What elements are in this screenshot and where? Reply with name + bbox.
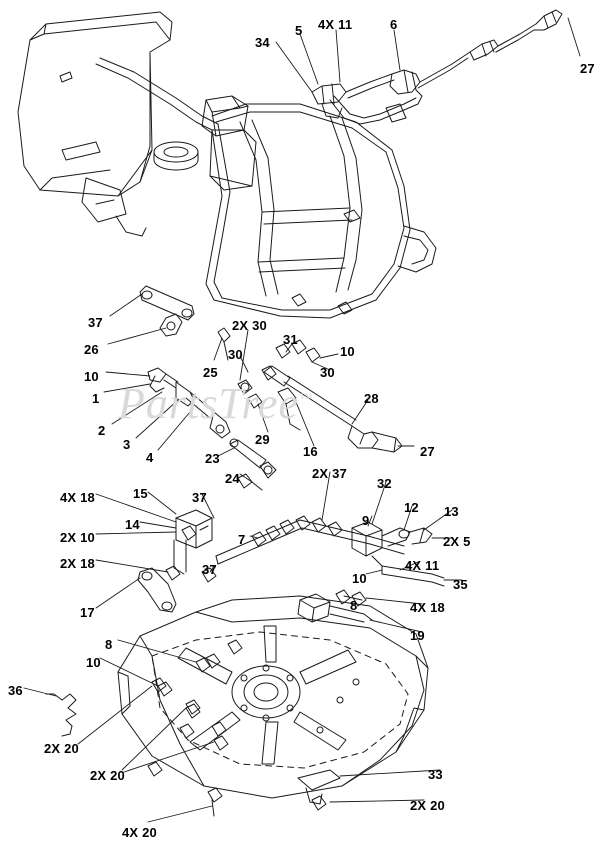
callout-9: 9 (362, 513, 370, 528)
callout-10-c: 10 (352, 571, 367, 586)
callout-2x-18: 2X 18 (60, 556, 95, 571)
callout-8-b: 8 (105, 637, 113, 652)
callout-2: 2 (98, 423, 106, 438)
callout-15: 15 (133, 486, 148, 501)
callout-16: 16 (303, 444, 318, 459)
mower-deck (118, 596, 428, 816)
callout-27-b: 27 (420, 444, 435, 459)
callout-37-a: 37 (88, 315, 103, 330)
callout-4x-18-b: 4X 18 (410, 600, 445, 615)
callout-2x-20-c: 2X 20 (410, 798, 445, 813)
callout-25: 25 (203, 365, 218, 380)
lift-bar-assembly (138, 510, 444, 622)
callout-14: 14 (125, 517, 140, 532)
callout-24: 24 (225, 471, 240, 486)
frame-main-tubes (82, 58, 436, 318)
callout-10-a: 10 (84, 369, 99, 384)
callout-37-b: 37 (192, 490, 207, 505)
callout-2x-5: 2X 5 (443, 534, 471, 549)
callout-6: 6 (390, 17, 398, 32)
callout-26: 26 (84, 342, 99, 357)
callout-4x-11: 4X 11 (318, 17, 353, 32)
frame-seat-panel (18, 12, 172, 196)
spring-36 (46, 694, 76, 736)
watermark: PartsTree™ (118, 379, 314, 428)
callout-30-a: 30 (228, 347, 243, 362)
callout-8-a: 8 (350, 598, 358, 613)
callout-4x-11-b: 4X 11 (405, 558, 440, 573)
callout-36: 36 (8, 683, 23, 698)
callout-12: 12 (404, 500, 419, 515)
callout-4x-20: 4X 20 (122, 825, 157, 840)
callout-35: 35 (453, 577, 468, 592)
callout-10-b: 10 (340, 344, 355, 359)
callout-2x-20-b: 2X 20 (90, 768, 125, 783)
callout-5: 5 (295, 23, 303, 38)
callout-4: 4 (146, 450, 154, 465)
callout-28: 28 (364, 391, 379, 406)
callout-33: 33 (428, 767, 443, 782)
callout-2x-30: 2X 30 (232, 318, 267, 333)
callout-2x-10: 2X 10 (60, 530, 95, 545)
callout-37-c: 37 (202, 562, 217, 577)
upper-link-bar (140, 286, 194, 336)
callout-1: 1 (92, 391, 100, 406)
callout-34: 34 (255, 35, 270, 50)
callout-13: 13 (444, 504, 459, 519)
callout-27-a: 27 (580, 61, 595, 76)
callout-4x-18-a: 4X 18 (60, 490, 95, 505)
callout-2x-20-a: 2X 20 (44, 741, 79, 756)
callout-19: 19 (410, 628, 425, 643)
callout-31: 31 (283, 332, 298, 347)
callout-29: 29 (255, 432, 270, 447)
callout-3: 3 (123, 437, 131, 452)
callout-32: 32 (377, 476, 392, 491)
callout-17: 17 (80, 605, 95, 620)
callout-7: 7 (238, 532, 246, 547)
callout-23: 23 (205, 451, 220, 466)
callout-30-b: 30 (320, 365, 335, 380)
callout-10-d: 10 (86, 655, 101, 670)
callout-2x-37: 2X 37 (312, 466, 347, 481)
